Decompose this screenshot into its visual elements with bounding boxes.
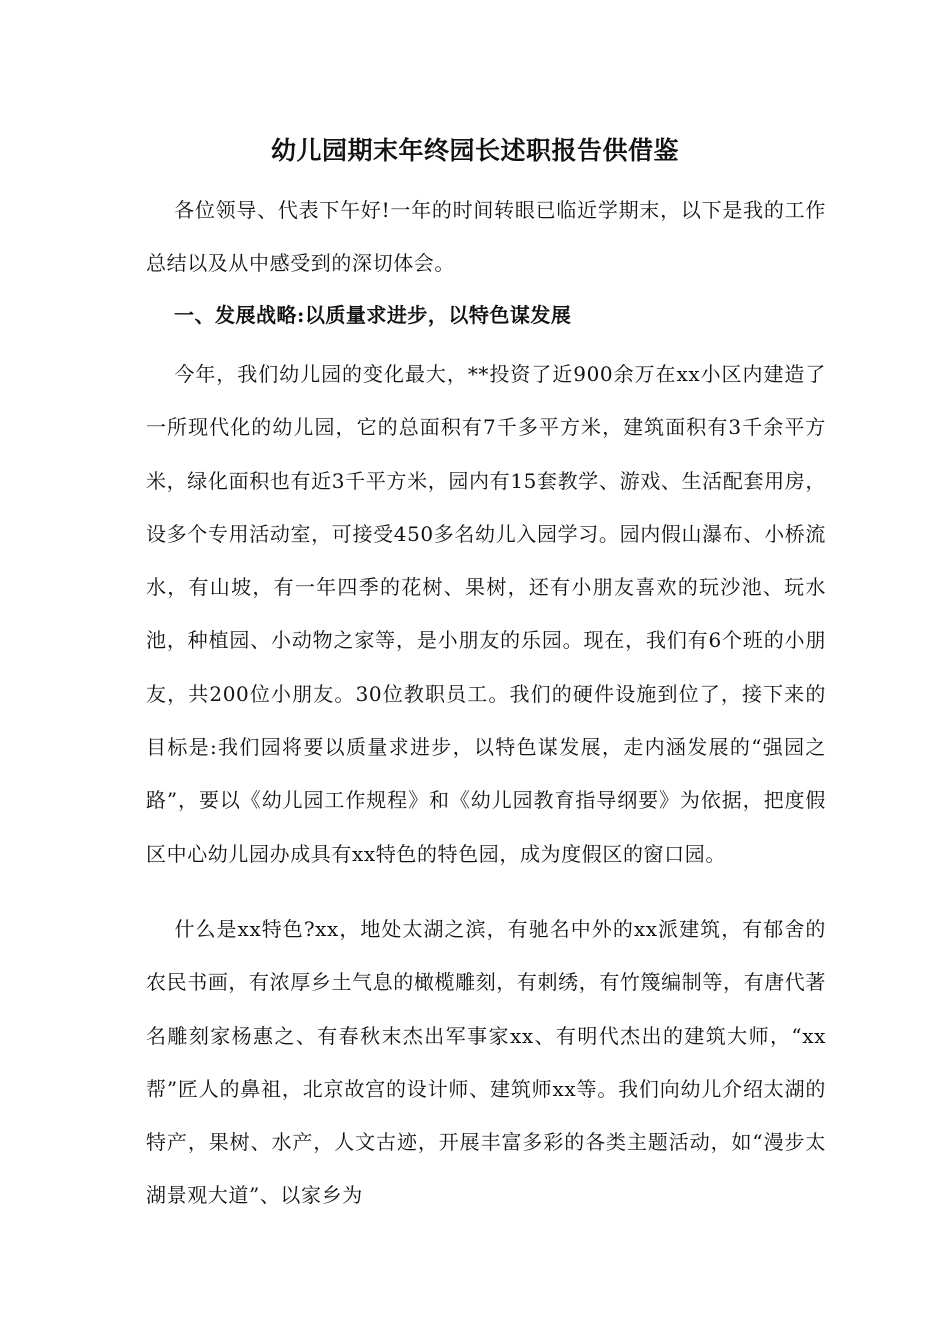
- document-title: 幼儿园期末年终园长述职报告供借鉴: [270, 136, 679, 165]
- paragraph-2-text: 什么是xx特色?xx，地处太湖之滨，有驰名中外的xx派建筑，有郁舍的农民书画，有浓厚乡土气息的橄榄雕刻，有刺绣，有竹篾编制等，有唐代著名雕刻家杨惠之、有春秋末杰出军事家xx、有明代杰出的建筑大师，“xx帮”匠人的鼻祖，北京故宫的设计师、建筑师xx等。我们向幼儿介绍太湖的特产，果树、水产，人文古迹，开展丰富多彩的各类主题活动，如“漫步太湖景观大道”、以家乡为: [146, 917, 826, 1208]
- body-paragraph-1: [146, 348, 826, 881]
- paragraph-1-text: 今年，我们幼儿园的变化最大，**投资了近900余万在xx小区内建造了一所现代化的幼儿园，它的总面积有7千多平方米，建筑面积有3千余平方米，绿化面积也有近3千平方米，园内有15套教学、游戏、生活配套用房，设多个专用活动室，可接受450多名幼儿入园学习。园内假山瀑布、小桥流水，有山坡，有一年四季的花树、果树，还有小朋友喜欢的玩沙池、玩水池，种植园、小动物之家等，是小朋友的乐园。现在，我们有6个班的小朋友，共200位小朋友。30位教职员工。我们的硬件设施到位了，接下来的目标是:我们园将要以质量求进步，以特色谋发展，走内涵发展的“强园之路”，要以《幼儿园工作规程》和《幼儿园教育指导纲要》为依据，把度假区中心幼儿园办成具有xx特色的特色园，成为度假区的窗口园。: [146, 362, 826, 866]
- intro-text: 各位领导、代表下午好!一年的时间转眼已临近学期末，以下是我的工作总结以及从中感受到的深切体会。: [146, 198, 826, 276]
- intro-paragraph: [146, 184, 826, 291]
- section-heading: 一、发展战略:以质量求进步，以特色谋发展: [174, 303, 572, 327]
- body-paragraph-2: [146, 903, 826, 1223]
